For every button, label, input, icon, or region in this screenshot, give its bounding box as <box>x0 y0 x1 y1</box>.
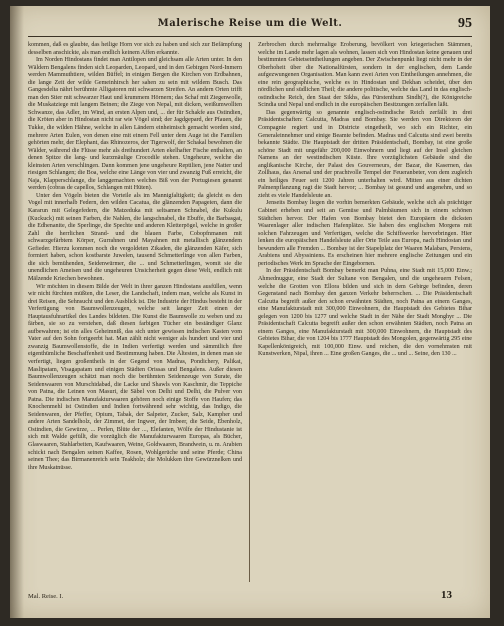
column-divider <box>249 42 250 582</box>
page-header <box>28 16 472 38</box>
running-title: Malerische Reise um die Welt. <box>157 18 343 29</box>
paragraph: Im Norden Hindostans findet man Antilopen und gleichsam alle Arten unter. In den Wäldern Bengalens finden sich Leoparden, Leopard, und in den Gebirgen Nord-Inmern werden Mammuthtiere, wilden Büffel; in einigen Bergen die Kirchen von Erdbahnen, die lange Zeit der wilde Gemeinhirsch her sahen zu sein mit wildem Busch. Das Gangesdelta nährt berühmte Alligatoren mit schwarzen Streifen. An andern Orten trifft man den Stier mit schwarzer Haut und krummem Hörnern; das Schaf mit Ziegenwolle, die Muskatziege mit langem Beinen; die Ziege von Nepal, mit dicken, weißumwollten Schwanze, das Adler, im Wind, an ersten Alpen und, ... der für Schakfe aus Ostindien, die Kröten aber in Hindostan nicht rar wie Vögel sind; der Jagdgepard, der Pfauen, die Tukke, die wilden Hähne, welche in allen Ländern einheimisch gemacht worden sind, mehrere Arten Eulen, von denen eine mit einem Fell unter dem Auge ist die Familien gehörten mehr, der Elephant, das Rhinozeros, der Tigerwolf, der Schakal bewohnen die Wälder, während die Flüsse mehr als dreihundert Arten ekelhafter Fische enthalten, an denen Spitze die lang- und kurzmäulige Crocodile stehen. Ungeheure, welche die kleinsten Arten verschlingen. Dann kommen jene ungeheure Reptilien, jene Natter und riesigen Schlangen; die Boa, welche eine Länge von vier und zwanzig Fuß erreicht, die Naja, Klapperschlange, die langgemachten welches Biß von der Portugiesen genannt werden (cobras de capellos, Schlangen mit Hüten). <box>28 57 242 192</box>
page-gutter-shadow <box>10 6 24 618</box>
paragraph: kommen, daß es glaubte, das heilige Horn vor sich zu haben und sich zur Befämpfung desselben anschickte, als man endlich keinem Affen erkannte. <box>28 42 242 56</box>
paragraph: Das gegenwärtig so genannte englisch-ostindische Reich zerfällt in drei Präsidentschaften: Calcutta, Madras und Bombay. Sie werden von Direktoren der Compagnie regiert und in Districte eingetheilt, wo sich ein Richter, ein Generaleinnehmer und einige Beamte befinden. Madras und Calcutta sind zwei bereits bekannte Städte. Die Hauptstadt der dritten Präsidentschaft, Bombay, ist eine große schöne Stadt mit ungefähr 200,000 Einwohnern und liegt auf der Insel gleichen Namens an der westindischen Küste. Ihre vorzüglichsten Gebäude sind die anglikanische Kirche, der Palast des Gouverneurs, der Bazar, die Kasernen, das Zollhaus, das Arsenal und der prachtvolle Tempel der Feueranbeter, von dem zugleich ein heiliges Feuer seit 1200 Jahren unterhalten wird. Mitten aus einer dichten Palmenpflanzung ragt die Stadt hervor; ... Bombay ist gesund und angenehm, und so zieht es viele Handelsleute an. <box>258 109 472 199</box>
paragraph: Unter den Vögeln bieten die Vorteile als im Mannigfaltigkeit; da gleicht es den Vogel mit innerhalb Federn, den wilden Cacatua, die glänzenden Papageien, dann die Kararun mit Gelegefedern, die Matzeduka mit seltsamen Schnabel, die Kukulu (Kuckuck) mit seinen Farben, die Nahlen, die langschnabel, die Ebuffe, die Barbasgat, die Edhenanite, die Sperlinge, die Spechte und anderen Kletterpögel, welche in großer Zahl die herrlichen Strand- und die blauen Farbe, Cobopfnmanen mit schwarzgefärbtem Körper, Gurrahnen und Mayahnen mit metallisch glänzendem Gefieder. Hierzu kommen noch die vergoldeten Zikaden, die glänzenden Käfer, sich formiert haben, schon kostbarste Juwelen, tausend Schmetterlinge von allen Farben, die sich bemühenden, Seidenwürmer, die ... und Schmetterlingen, womit sie die unendlichen Ameisen und die ungeheuren Unsicherheit gegen diese Welt, endlich mit Mälzende Kriechen bewohnen. <box>28 192 242 282</box>
right-column <box>258 42 472 359</box>
page-footer <box>28 589 472 605</box>
paragraph: Jenseits Bombay liegen die vorhin bemerkten Gebäude, welche sich als prächtiger Cabinet erheben und seit an Gemüse und Palmbäumen sich in einem schönen Städtchen hervor. Der Hafen von Bombay bietet den Europäern die dicksten Waarenlager aller indischen Hafenplätze. Sie haben des englischen Morgens mit solchen Fahrzeugen und Verfertigen, welche die Schiffswerke hervorbringen. Hier lenken die europäischen Handelsleute aller Orte Teile aus Europa, nach Hindostan und bewundern alle Fremden ... Bombay ist der Stapelplatz der Waaren Malabars, Persiens, Arabiens und Abyssiniens. Es erscheinen hier mehrere englische Zeitungen und ein periodisches Werk im Sprache der Eingebornen. <box>258 200 472 267</box>
sheet-number: 13 <box>441 589 452 601</box>
left-column <box>28 42 242 472</box>
page-number: 95 <box>458 16 472 31</box>
book-page <box>10 6 490 618</box>
header-rule <box>28 36 472 37</box>
paragraph: Wir möchten in diesem Bilde der Welt in ihrer ganzen Hindostans ausfüllen, wenn wir nicht fürchten müßten, die Leser, die Landschaft, indem man, welche als Kunst in drei Reisen, die Sehnsucht und den Ausblick ist. Die Industrie der Hindus besteht in der Verfertigung von Baumwollenzeugen, welche seit langer Zeit einen der Hauptausfuhrartikel des Landes bildeten. Die Kunst die Baumwolle zu weben und zu färben, sie so zu verstehen, daß diesen farbigen Tücher ein beständiger Glanz aufbewahren; ist ein alles Geheimniß, das sich unter gewissen indischen Kasten vom Vater auf den Sohn fortgeerbt hat. Man zählt nicht weniger als hundert und vier und zwanzig Baumwollenstoffe, die in Indien verfertigt werden und sämmtlich ihre eigenthümliche Beschaffenheit und Bestimmung haben. Die Ältesten, in denen man sie verfertigt, liegen großentheils in der Gegend von Madras, Pondichery, Palikat, Maslipatam, Visagapatam und einigen Städten Orissas und Bengalens. Außer diesen Baumwollenzeugen schätzt man noch die berühmten Seidenzeuge von Surate, die Seidenwaaren von Murschidabad, die Lacke und Shawls von Kaschmir, die Teppiche von Patna, die Leinen von Masuri, die Säbel von Delhi und Delhi, die Pulver von Patna. Die indischen Manufakturwaaren gehören noch einige Stoffe von Haufen; das Knochenmehl ist Ostindien und Indien fortwährend sehr wichtig, das Indigo, die Seidenwaren, der Pfeffer, Opium, Tabak, der Salpeter, Zucker, Salz, Kampher und andere Arten Sandelholz, der Zimmet, der Ingwer, der Imbeer, die Seide, Ebenholz, Ostindien, die Gewürze, ... Perlen, Blüte der ..., Elefanten, Wölfe der Hindustanie ist sich mit Walde gefüllt, die vorzüglich die Manufakturwaaren Europas, als Bücher, Glaswaaren, Stahlarbeiten, Kaufwaaren, Weine, Goldwaaren, Brandwein, u. m. Arabien schickt nach Bengalen seinen Kaffee, Rosen, Wohlgerüche und seine Pferde; China seinen Thee; das Birmanenreich sein Teakholz; die Molukken ihre Gewürznelken und ihre Muskatnüsse. <box>28 283 242 471</box>
paragraph: Zerbrochen durch mehrmalige Eroberung, bevölkert von kriegerischen Stämmen, welche im Lande mehr lagen als wohnen, lassen sich von Hindostan keine genauen und bestimmten Gebietseintheilungen angeben. Der Zwischenpunkt liegt nicht mehr in der Oberhoheit über die Nationalfürsten, sondern in der englischen, dem Lande aufgezwungenen Organisation. Man kann zwei Arten von Eintheilungen annehmen, die eine rein geographische, welche es in Hindostan und Dekhan scheidet, über den nördlichen und südlichen Theil; die andere politische, welche das Land in das englisch-ostindische Reich, den Staat der Sikhs, das Fürstenthum Sindh(?), die Königreiche Scindia und Nepal und endlich in die europäischen Besitzungen zerfallen läßt. <box>258 42 472 109</box>
printer-signature: Mal. Reise. I. <box>28 593 64 600</box>
paragraph: In der Präsidentschaft Bombay bemerkt man Puhna, eine Stadt mit 15,000 Einw.; Ahmednuggur, eine Stadt der Sultane von Bengalen, und die ungeheuern Felsen, welche die Grotten von Ellora bilden und sich in dem Gebirge befinden, deren Gegenstand nach Bombay den ganzen Verkehr beherrschen. ... Die Präsidentschaft Calcutta begreift außer den schon erwähnten Städten, noch Patna an einem Ganges, eine Manufakturstadt mit 300,000 Einwohnern, die Hauptstadt des Gebietes Bihar gelegen von 1200 bis 1277 und welche Stadt in der Nähe der Stadt Monghyr ... Die Präsidentschaft Calcutta begreift außer den schon erwähnten Städten, noch Patna an einem Ganges, eine Manufakturstadt mit 300,000 Einwohnern, die Hauptstadt des Gebietes Bihar, die von 1204 bis 1777 Hauptstadt des Mongolen, gegenwärtig 295 eine Kapellenkönigreich, mit 100,000 Einw. und reichen, die den vornehmsten mit Kunstwerken, Nipal, ihren ... Eine großen Ganges, die ... und ... Seine, den 130 ... <box>258 268 472 358</box>
